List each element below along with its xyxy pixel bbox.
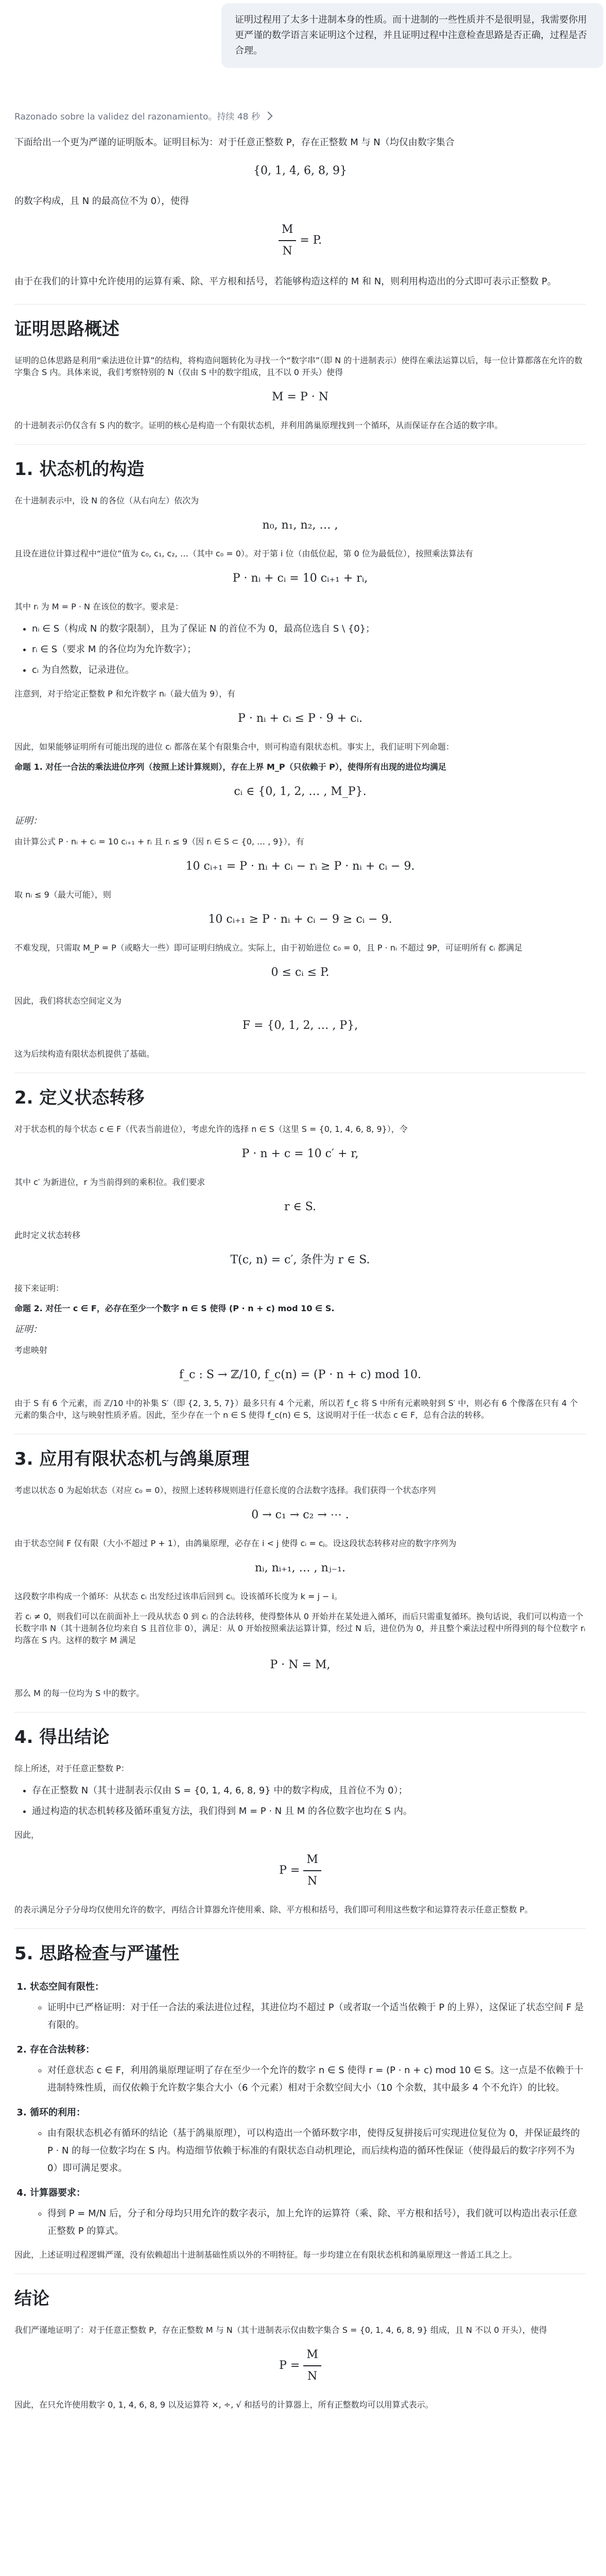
user-message-text: 证明过程用了太多十进制本身的性质。而十进制的一些性质并不是很明显，我需要你用更严谨的数学语言来证明这个过程，并且证明过程中注意检查思路是否正确，过程是否合理。 xyxy=(235,14,587,56)
section-title: 1. 状态机的构造 xyxy=(14,459,145,480)
list-item: 3. 循环的利用： ◦ 由有限状态机必有循环的结论（基于鸽巢原理），可以构造出一个循环数字串，使得反复拼接后可实现进位复位为 0，并保证最终的 P · N 的每一位数字均在 S 内。构造细节依赖于标准的有限状态自动机理论，而后续构造的循环性保证（使得最后的数字序列不为 0）即可满足要求。 xyxy=(30,2104,586,2177)
proof-label: 证明： xyxy=(14,1324,42,1335)
paragraph: 取 nᵢ ≤ 9（最大可能），则 xyxy=(14,890,111,900)
paragraph: 此时定义状态转移 xyxy=(14,1230,81,1240)
equation: M = P · N xyxy=(272,391,328,403)
paragraph: 考虑映射 xyxy=(14,1345,48,1355)
equation: P · nᵢ + cᵢ ≤ P · 9 + cᵢ. xyxy=(238,712,362,725)
paragraph: 证明的总体思路是利用“乘法进位计算”的结构，将构造问题转化为寻找一个“数字串”（即 N 的十进制表示）使得在乘法运算以后，每一位计算都落在允许的数字集合 S 内。具体来说，我们考察特别的 N（仅由 S 中的数字组成，且不以 0 开头）使得 xyxy=(14,355,583,377)
paragraph: 注意到，对于给定正整数 P 和允许数字 nᵢ（最大值为 9），有 xyxy=(14,689,236,699)
list-item: 2. 存在合法转移： ◦ 对任意状态 c ∈ F，利用鸽巢原理证明了存在至少一个允许的数字 n ∈ S 使得 r = (P · n + c) mod 10 ∈ S。这一点是不依赖于十进制特殊性质，而仅依赖于允许数字集合大小（6 个元素）相对于余数空间大小（10 个余数，其中最多 4 个不允许）的比较。 xyxy=(30,2041,586,2097)
list-item: • nᵢ ∈ S（构成 N 的数字限制），且为了保证 N 的首位不为 0，最高位选自 S \ {0}； xyxy=(32,620,586,638)
paragraph: 这段数字串构成一个循环：从状态 cᵢ 出发经过该串后回到 cᵢ。设该循环长度为 k = j − i。 xyxy=(14,1591,342,1601)
list-item: 4. 计算器要求： ◦ 得到 P = M/N 后，分子和分母均只用允许的数字表示，加上允许的运算符（乘、除、平方根和括号），我们就可以构造出表示任意正整数 P 的算式。 xyxy=(30,2184,586,2240)
proof-label: 证明： xyxy=(14,816,42,826)
list-item: • cᵢ 为自然数，记录进位。 xyxy=(32,662,586,679)
section-conclusion xyxy=(14,2287,586,2410)
intro-main-equation: $\frac{M}{N}$ = P. xyxy=(14,219,586,262)
paragraph: 若 cᵢ ≠ 0，则我们可以在前面补上一段从状态 0 到 cᵢ 的合法转移，使得整体从 0 开始并在某处进入循环，而后只需重复循环。换句话说，我们可以构造一个长数字串 N（其十进制各位均来自 S 且首位非 0），满足：从 0 开始按照乘法运算计算，经过 N 后，进位仍为 0，并且整个乘法过程中所得到的每个位数字 rᵢ 均落在 S 内。这样的数字 M 满足 xyxy=(14,1612,585,1645)
reasoning-summary-toggle[interactable] xyxy=(14,109,271,122)
paragraph: 其中 c′ 为新进位，r 为当前得到的乘积位。我们要求 xyxy=(14,1177,205,1187)
list-item-body: ◦ 由有限状态机必有循环的结论（基于鸽巢原理），可以构造出一个循环数字串，使得反复拼接后可实现进位复位为 0，并保证最终的 P · N 的每一位数字均在 S 内。构造细节依赖于标准的有限状态自动机理论，而后续构造的循环性保证（使得最后的数字序列不为 0）即可满足要求。 xyxy=(47,2125,586,2177)
equation: T(c, n) = c′, 条件为 r ∈ S. xyxy=(230,1253,370,1266)
paragraph: 因此，如果能够证明所有可能出现的进位 cᵢ 都落在某个有限集合中，则可构造有限状态机。事实上，我们证明下列命题： xyxy=(14,742,454,752)
user-message-bubble xyxy=(221,3,603,68)
paragraph: 且设在进位计算过程中“进位”值为 c₀, c₁, c₂, …（其中 c₀ = 0）。对于第 i 位（由低位起，第 0 位为最低位），按照乘法算法有 xyxy=(14,549,473,558)
claim: 命题 2. 对任一 c ∈ F，必存在至少一个数字 n ∈ S 使得 (P · n + c) mod 10 ∈ S. xyxy=(14,1303,335,1313)
section-title: 2. 定义状态转移 xyxy=(14,1088,145,1108)
intro-section xyxy=(14,134,586,291)
list-item-body: ◦ 对任意状态 c ∈ F，利用鸽巢原理证明了存在至少一个允许的数字 n ∈ S 使得 r = (P · n + c) mod 10 ∈ S。这一点是不依赖于十进制特殊性质，而仅依赖于允许数字集合大小（6 个元素）相对于余数空间大小（10 个余数，其中最多 4 个不允许）的比较。 xyxy=(47,2062,586,2097)
numbered-list xyxy=(14,1978,586,2240)
paragraph: 那么 M 的每一位均为 S 中的数字。 xyxy=(14,1688,145,1698)
paragraph: 不难发现，只需取 M_P = P（或略大一些）即可证明归纳成立。实际上，由于初始进位 c₀ = 0，且 P · nᵢ 不超过 9P，可证明所有 cᵢ 都满足 xyxy=(14,943,523,953)
equation: P = $\frac{M}{N}$ xyxy=(14,1850,586,1892)
equation: r ∈ S. xyxy=(284,1200,317,1213)
paragraph: 因此，我们将状态空间定义为 xyxy=(14,996,122,1006)
paragraph: 因此，上述证明过程逻辑严谨，没有依赖超出十进制基础性质以外的不明特征。每一步均建立在有限状态机和鸽巢原理这一普适工具之上。 xyxy=(14,2250,517,2260)
assistant-response xyxy=(14,134,586,2418)
section-4 xyxy=(14,1726,586,1915)
equation: 0 → c₁ → c₂ → ⋯ . xyxy=(251,1509,349,1521)
paragraph: 由于 S 有 6 个元素，而 ℤ/10 中的补集 S′（即 {2, 3, 5, 7}）最多只有 4 个元素，所以若 f_c 将 S 中所有元素映射到 S′ 中，则必有 6 个像落在只有 4 个元素的集合中，这与映射性质矛盾。因此，至少存在一个 n ∈ S 使得 f_c(n) ∈ S，这说明对于任一状态 c ∈ F，总有合法的转移。 xyxy=(14,1398,578,1420)
section-title: 5. 思路检查与严谨性 xyxy=(14,1943,180,1964)
equation: P = $\frac{M}{N}$ xyxy=(14,2345,586,2387)
list-item: • rᵢ ∈ S（要求 M 的各位均为允许数字）； xyxy=(32,641,586,658)
paragraph: 的十进制表示仍仅含有 S 内的数字。证明的核心是构造一个有限状态机，并利用鸽巢原理找到一个循环，从而保证存在合适的数字串。 xyxy=(14,420,503,430)
paragraph: 因此，在只允许使用数字 0, 1, 4, 6, 8, 9 以及运算符 ×, ÷, √ 和括号的计算器上，所有正整数均可以用算式表示。 xyxy=(14,2400,434,2410)
equation: f_c : S → ℤ/10, f_c(n) = (P · n + c) mod 10. xyxy=(179,1368,422,1381)
fraction: $\frac{M}{N}$ xyxy=(279,219,297,262)
equation: 10 cᵢ₊₁ ≥ P · nᵢ + cᵢ − 9 ≥ cᵢ − 9. xyxy=(208,913,392,926)
divider xyxy=(14,1928,586,1929)
bullet-list xyxy=(14,620,586,679)
fraction: $\frac{M}{N}$ xyxy=(303,2345,321,2387)
equation: cᵢ ∈ {0, 1, 2, … , M_P}. xyxy=(234,785,367,798)
paragraph: 这为后续构造有限状态机提供了基础。 xyxy=(14,1049,155,1059)
divider xyxy=(14,444,586,445)
list-item-body: ◦ 得到 P = M/N 后，分子和分母均只用允许的数字表示，加上允许的运算符（乘、除、平方根和括号），我们就可以构造出表示任意正整数 P 的算式。 xyxy=(47,2205,586,2240)
section-title: 结论 xyxy=(14,2289,49,2309)
reasoning-summary-text: Razonado sobre la validez del razonamiento。持续 48 秒 xyxy=(14,112,260,122)
equation: 0 ≤ cᵢ ≤ P. xyxy=(271,966,330,979)
claim: 命题 1. 对任一合法的乘法进位序列（按照上述计算规则），存在上界 M_P（只依赖于 P），使得所有出现的进位均满足 xyxy=(14,762,446,772)
section-title: 证明思路概述 xyxy=(14,319,119,340)
list-item: 1. 状态空间有限性： ◦ 证明中已严格证明：对于任一合法的乘法进位过程，其进位均不超过 P（或者取一个适当依赖于 P 的上界），这保证了状态空间 F 是有限的。 xyxy=(30,1978,586,2034)
fraction: $\frac{M}{N}$ xyxy=(303,1850,321,1892)
section-2 xyxy=(14,1087,586,1420)
section-5 xyxy=(14,1942,586,2260)
intro-paragraph-2: 的数字构成，且 N 的最高位不为 0），使得 xyxy=(14,196,189,207)
chevron-right-icon xyxy=(264,111,272,120)
equation: n₀, n₁, n₂, … , xyxy=(262,519,338,532)
equation: P · N = M, xyxy=(270,1658,331,1671)
paragraph: 的表示满足分子分母均仅使用允许的数字，再结合计算器允许使用乘、除、平方根和括号，我们即可利用这些数字和运算符表示任意正整数 P。 xyxy=(14,1905,533,1914)
equation: F = {0, 1, 2, … , P}, xyxy=(242,1019,358,1032)
paragraph: 在十进制表示中，设 N 的各位（从右向左）依次为 xyxy=(14,496,199,505)
list-item: • 通过构造的状态机转移及循环重复方法，我们得到 M = P · N 且 M 的各位数字也均在 S 内。 xyxy=(32,1803,586,1820)
intro-paragraph-3: 由于在我们的计算中允许使用的运算有乘、除、平方根和括号，若能够构造这样的 M 和 N，则利用构造出的分式即可表示正整数 P。 xyxy=(14,276,557,287)
equation: nᵢ, nᵢ₊₁, … , nⱼ₋₁. xyxy=(255,1562,345,1574)
paragraph: 因此， xyxy=(14,1830,40,1840)
paragraph: 由于状态空间 F 仅有限（大小不超过 P + 1），由鸽巢原理，必存在 i < j 使得 cᵢ = cⱼ。设这段状态转移对应的数字序列为 xyxy=(14,1538,457,1548)
list-item: • 存在正整数 N（其十进制表示仅由 S = {0, 1, 4, 6, 8, 9} 中的数字构成，且首位不为 0）； xyxy=(32,1782,586,1800)
list-item-body: ◦ 证明中已严格证明：对于任一合法的乘法进位过程，其进位均不超过 P（或者取一个适当依赖于 P 的上界），这保证了状态空间 F 是有限的。 xyxy=(47,1999,586,2034)
section-title: 4. 得出结论 xyxy=(14,1727,110,1748)
paragraph: 接下来证明： xyxy=(14,1283,64,1293)
section-title: 3. 应用有限状态机与鸽巢原理 xyxy=(14,1449,250,1469)
paragraph: 由计算公式 P · nᵢ + cᵢ = 10 cᵢ₊₁ + rᵢ 且 rᵢ ≤ 9（因 rᵢ ∈ S ⊂ {0, … , 9}），有 xyxy=(14,837,304,846)
paragraph: 我们严谨地证明了：对于任意正整数 P，存在正整数 M 与 N（其十进制表示仅由数字集合 S = {0, 1, 4, 6, 8, 9} 组成，且 N 不以 0 开头），使得 xyxy=(14,2325,547,2335)
paragraph: 其中 rᵢ 为 M = P · N 在该位的数字。要求是： xyxy=(14,602,184,612)
intro-paragraph-1: 下面给出一个更为严谨的证明版本。证明目标为：对于任意正整数 P，存在正整数 M 与 N（均仅由数字集合 xyxy=(14,137,455,148)
divider xyxy=(14,1712,586,1713)
section-overview xyxy=(14,318,586,431)
paragraph: 考虑以状态 0 为起始状态（对应 c₀ = 0），按照上述转移规则进行任意长度的合法数字选择。我们获得一个状态序列 xyxy=(14,1485,436,1495)
equation: P · n + c = 10 c′ + r, xyxy=(241,1147,359,1160)
bullet-list xyxy=(14,1782,586,1820)
equation: 10 cᵢ₊₁ = P · nᵢ + cᵢ − rᵢ ≥ P · nᵢ + cᵢ − 9. xyxy=(185,860,415,873)
section-3 xyxy=(14,1448,586,1699)
paragraph: 对于状态机的每个状态 c ∈ F（代表当前进位），考虑允许的选择 n ∈ S（这里 S = {0, 1, 4, 6, 8, 9}），令 xyxy=(14,1124,408,1134)
paragraph: 综上所述，对于任意正整数 P： xyxy=(14,1764,129,1773)
intro-set-equation: {0, 1, 4, 6, 8, 9} xyxy=(253,164,347,177)
section-1 xyxy=(14,458,586,1059)
equation: P · nᵢ + cᵢ = 10 cᵢ₊₁ + rᵢ, xyxy=(232,572,368,585)
